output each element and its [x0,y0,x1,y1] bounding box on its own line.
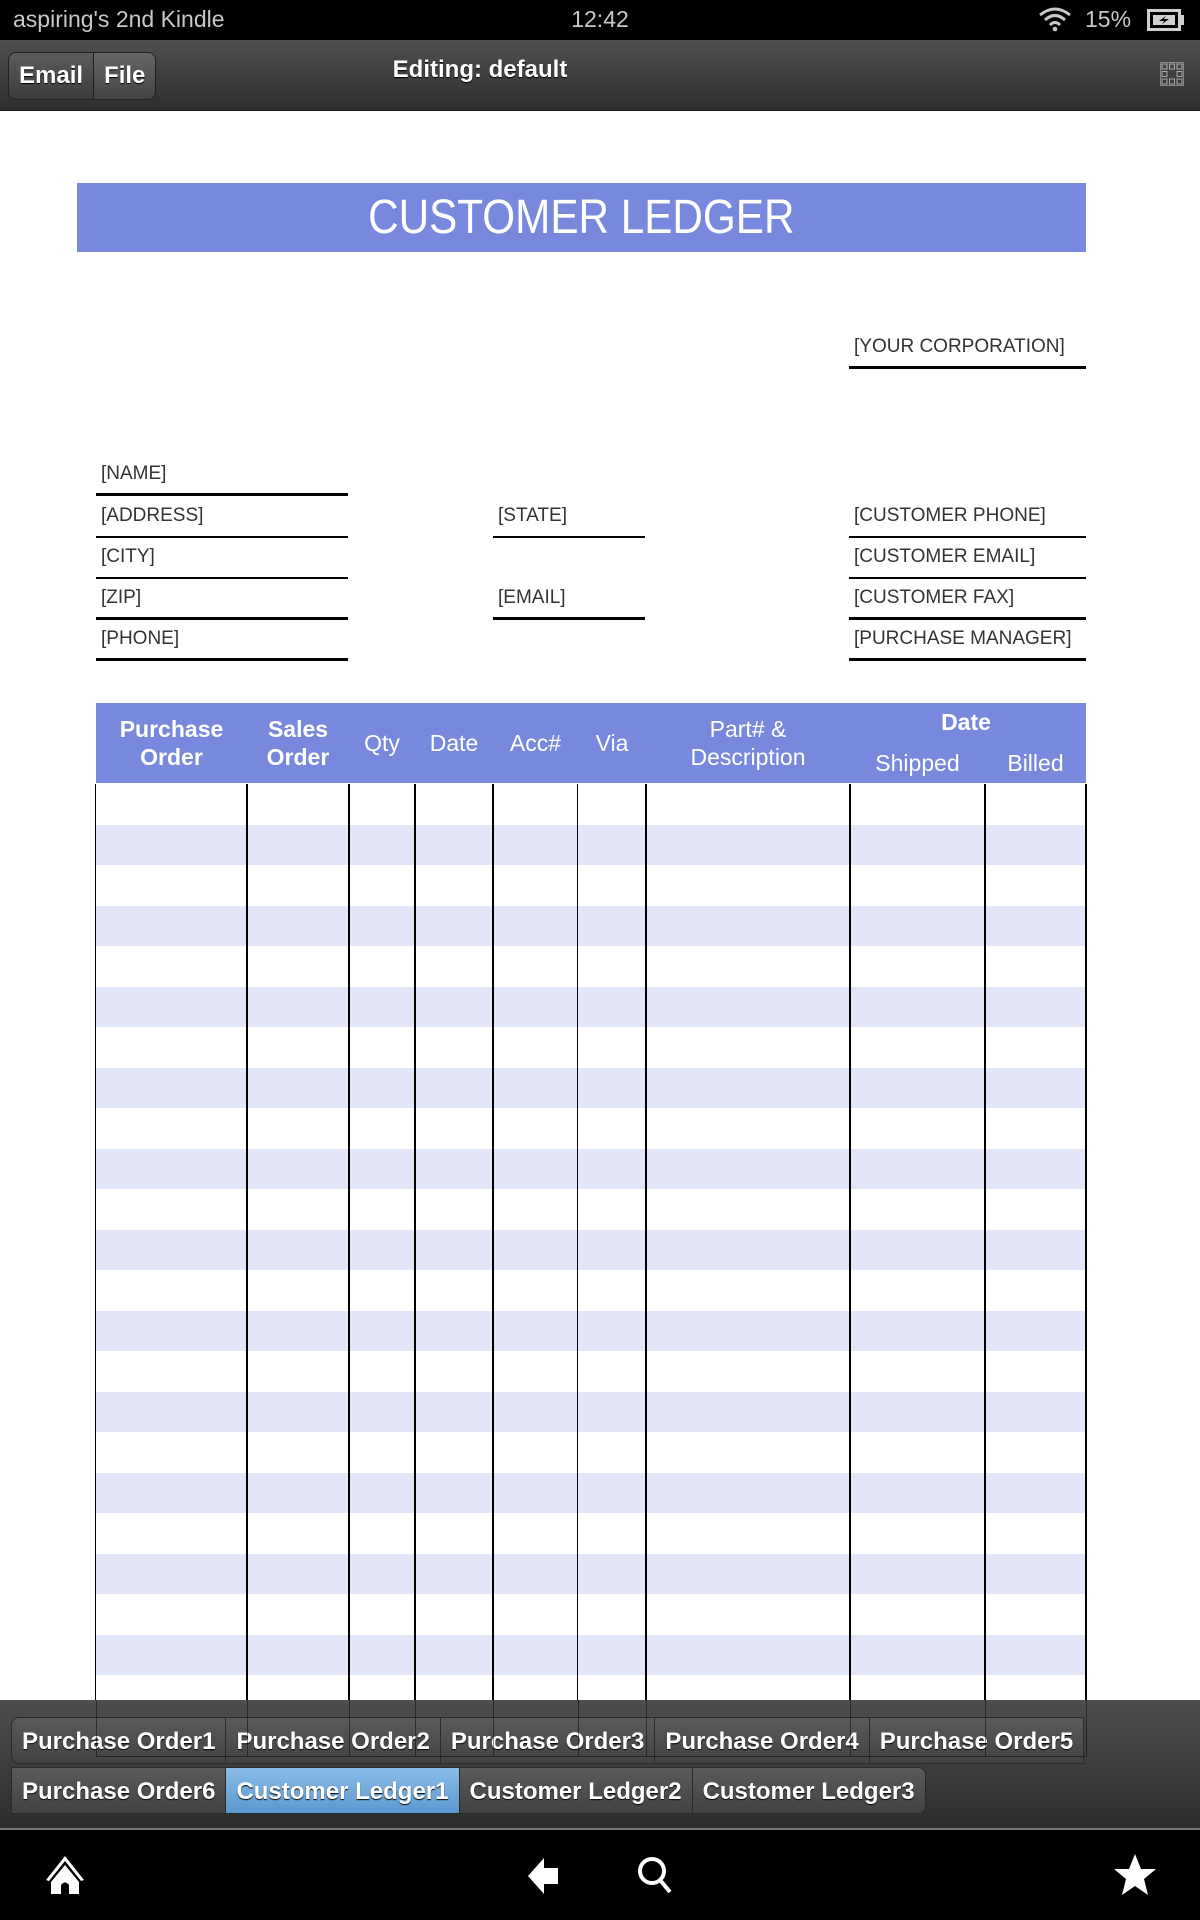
sheet-tab-bar [0,1700,1200,1828]
table-row[interactable] [96,1230,1086,1271]
table-ghost-line [96,1756,1086,1757]
grid-toggle-icon[interactable] [1160,62,1184,86]
table-row[interactable] [96,1351,1086,1392]
customer-email-field[interactable]: [CUSTOMER EMAIL] [849,538,1086,579]
email-field[interactable]: [EMAIL] [493,579,645,620]
column-divider [984,784,986,1700]
tab-customer-ledger1[interactable]: Customer Ledger1 [226,1767,459,1814]
table-row[interactable] [96,1108,1086,1149]
device-name: aspiring's 2nd Kindle [13,6,225,32]
col-header-qty[interactable]: Qty [364,730,400,756]
table-row[interactable] [96,906,1086,947]
table-row[interactable] [96,825,1086,866]
window-title: Editing: default [392,56,568,83]
zip-field[interactable]: [ZIP] [96,579,348,620]
state-field[interactable]: [STATE] [493,497,645,538]
purchase-manager-field[interactable]: [PURCHASE MANAGER] [849,620,1086,661]
table-ghost-line [985,1700,986,1756]
file-button[interactable]: File [93,53,155,99]
table-row[interactable] [96,1311,1086,1352]
table-row[interactable] [96,1027,1086,1068]
col-group-header-date: Date [941,709,991,735]
tab-purchase-order3[interactable]: Purchase Order3 [441,1717,655,1764]
table-row[interactable] [96,1068,1086,1109]
title-bar [0,40,1200,111]
address-field[interactable]: [ADDRESS] [96,497,348,538]
ledger-table-header [96,703,1086,783]
sheet-tab-row-2 [11,1767,926,1814]
column-divider [414,784,416,1700]
battery-percent: 15% [1085,6,1132,32]
tab-customer-ledger3[interactable]: Customer Ledger3 [693,1767,926,1814]
back-icon[interactable] [520,1850,570,1900]
column-divider [849,784,851,1700]
table-row[interactable] [96,946,1086,987]
col-header-sales-order[interactable]: Sales Order [266,716,330,770]
table-ghost-line [493,1700,494,1756]
col-header-billed[interactable]: Billed [1007,750,1064,776]
table-ghost-line [349,1700,350,1756]
spreadsheet-document[interactable] [0,111,1200,1700]
ledger-title-banner[interactable] [77,183,1086,252]
col-header-acc[interactable]: Acc# [509,730,562,756]
col-header-via[interactable]: Via [595,730,629,756]
table-ghost-line [850,1700,851,1756]
column-divider [492,784,494,1700]
table-ghost-line [415,1700,416,1756]
tab-purchase-order1[interactable]: Purchase Order1 [11,1717,226,1764]
email-button[interactable]: Email [9,53,93,99]
ledger-table-body[interactable] [96,784,1086,1700]
column-divider [1085,784,1087,1700]
tab-purchase-order2[interactable]: Purchase Order2 [226,1717,440,1764]
column-divider [645,784,647,1700]
table-row[interactable] [96,1432,1086,1473]
table-ghost-line [1086,1700,1087,1756]
table-row[interactable] [96,987,1086,1028]
customer-fax-field[interactable]: [CUSTOMER FAX] [849,579,1086,620]
status-bar [0,0,1200,40]
wifi-icon [1038,6,1072,32]
battery-charging-icon [1147,9,1185,31]
column-divider [95,784,96,1700]
table-ghost-line [96,1700,97,1756]
table-row[interactable] [96,1554,1086,1595]
favorites-star-icon[interactable] [1110,1850,1160,1900]
table-row[interactable] [96,784,1086,825]
col-header-date[interactable]: Date [429,730,479,756]
search-icon[interactable] [630,1850,680,1900]
tab-purchase-order6[interactable]: Purchase Order6 [11,1767,226,1814]
tab-purchase-order5[interactable]: Purchase Order5 [870,1717,1084,1764]
table-row[interactable] [96,1675,1086,1700]
tab-purchase-order4[interactable]: Purchase Order4 [655,1717,869,1764]
col-header-shipped[interactable]: Shipped [875,750,960,776]
corporation-field[interactable]: [YOUR CORPORATION] [849,328,1086,369]
col-header-purchase-order[interactable]: Purchase Order [119,716,224,770]
table-row[interactable] [96,1149,1086,1190]
table-row[interactable] [96,1392,1086,1433]
table-ghost-line [578,1700,579,1756]
table-row[interactable] [96,1189,1086,1230]
table-row[interactable] [96,1270,1086,1311]
home-icon[interactable] [40,1850,90,1900]
phone-field[interactable]: [PHONE] [96,620,348,661]
col-header-part-description[interactable]: Part# & Description [690,716,806,770]
table-ghost-line [646,1700,647,1756]
name-field[interactable]: [NAME] [96,455,348,496]
column-divider [348,784,350,1700]
tab-customer-ledger2[interactable]: Customer Ledger2 [460,1767,693,1814]
table-row[interactable] [96,1513,1086,1554]
clock: 12:42 [571,6,629,32]
column-divider [577,784,578,1700]
system-nav-bar [0,1828,1200,1920]
customer-phone-field[interactable]: [CUSTOMER PHONE] [849,497,1086,538]
table-row[interactable] [96,1594,1086,1635]
table-row[interactable] [96,1473,1086,1514]
column-divider [246,784,248,1700]
ledger-title: CUSTOMER LEDGER [368,191,795,244]
table-row[interactable] [96,1635,1086,1676]
city-field[interactable]: [CITY] [96,538,348,579]
table-ghost-line [247,1700,248,1756]
table-row[interactable] [96,865,1086,906]
